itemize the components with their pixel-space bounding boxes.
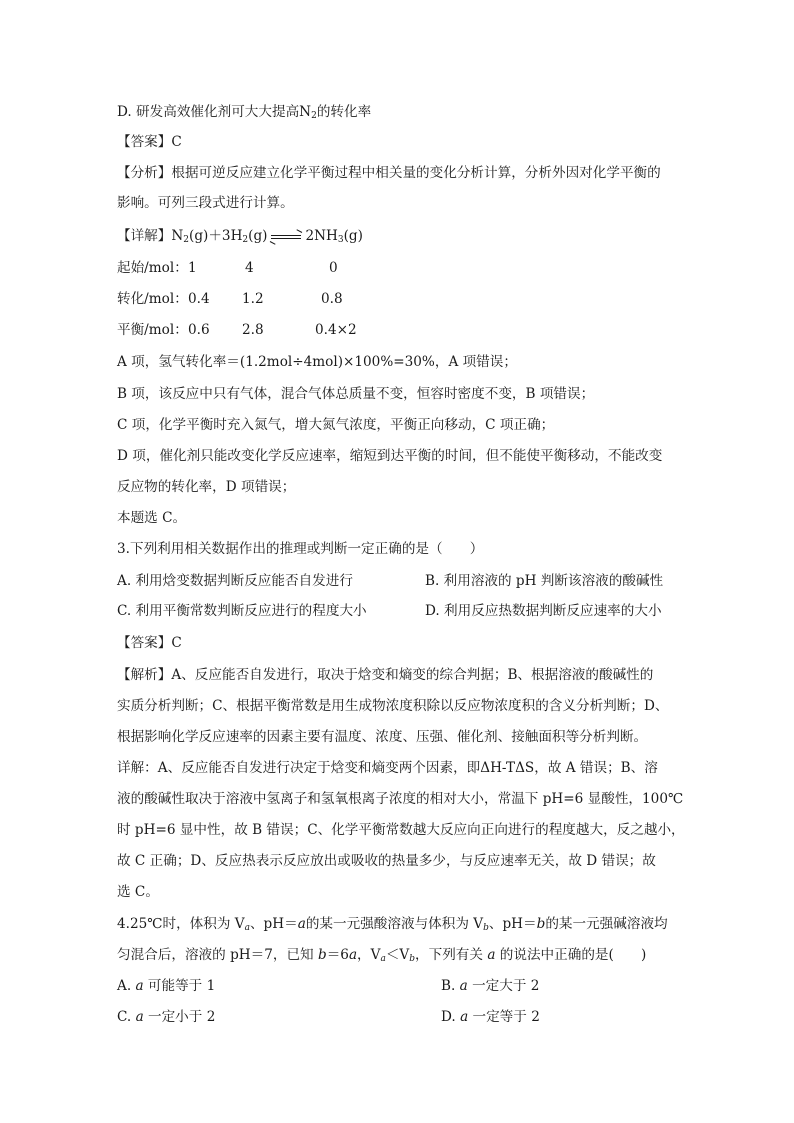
- q2-detail-c: C 项，化学平衡时充入氮气，增大氮气浓度，平衡正向移动，C 项正确；: [117, 417, 555, 433]
- q2-option-d: D. 研发高效催化剂可大大提高$N_2$的转化率: [117, 104, 372, 121]
- reversible-arrow-icon: [269, 232, 303, 242]
- q2-analysis-line-1: 【分析】根据可逆反应建立化学平衡过程中相关量的变化分析计算，分析外因对化学平衡的: [117, 165, 661, 181]
- q3-stem: 3.下列利用相关数据作出的推理或判断一定正确的是（ ）: [117, 541, 484, 557]
- q2-detail-d-1: D 项，催化剂只能改变化学反应速率，缩短到达平衡的时间，但不能使平衡移动，不能改变: [117, 448, 663, 464]
- q4-option-c: C. a 一定小于 2: [117, 1009, 216, 1025]
- q3-jiexi-line-2: 实质分析判断；C、根据平衡常数是用生成物浓度积除以反应物浓度积的含义分析判断；D、: [117, 698, 669, 714]
- q2-detail-d-2: 反应物的转化率，D 项错误；: [117, 479, 296, 495]
- q3-detail-line-5: 选 C。: [117, 884, 159, 900]
- q2-detail-a: A 项，氢气转化率＝(1.2mol÷4mol)×100%=30%，A 项错误；: [117, 354, 517, 370]
- q4-option-d: D. a 一定等于 2: [441, 1009, 540, 1025]
- q2-detail-b: B 项，该反应中只有气体，混合气体总质量不变，恒容时密度不变，B 项错误；: [117, 386, 595, 402]
- q2-row-change: 转化/mol： 0.4 1.2 0.8: [117, 291, 343, 307]
- q3-option-c: C. 利用平衡常数判断反应进行的程度大小: [117, 603, 367, 619]
- q2-row-initial: 起始/mol： 1 4 0: [117, 260, 338, 276]
- q2-answer: 【答案】C: [117, 134, 182, 150]
- q3-detail-line-1: 详解：A、反应能否自发进行决定于焓变和熵变两个因素，即ΔH-TΔS，故 A 错误；B、溶: [117, 760, 658, 776]
- q4-option-a: A. a 可能等于 1: [117, 978, 216, 994]
- q3-jiexi-line-3: 根据影响化学反应速率的因素主要有温度、浓度、压强、催化剂、接触面积等分析判断。: [117, 729, 648, 745]
- q3-detail-line-2: 液的酸碱性取决于溶液中氢离子和氢氧根离子浓度的相对大小，常温下 pH=6 显酸性，100℃: [117, 791, 684, 807]
- q3-answer: 【答案】C: [117, 635, 182, 651]
- q4-option-b: B. a 一定大于 2: [441, 978, 540, 994]
- q2-conclusion: 本题选 C。: [117, 510, 187, 526]
- q4-stem-line-1: 4.25℃时，体积为 $V_a$、pH＝a的某一元强酸溶液与体积为 $V_b$、pH＝b的某一元强碱溶液均: [117, 916, 668, 933]
- q3-option-d: D. 利用反应热数据判断反应速率的大小: [425, 603, 662, 619]
- q2-analysis-line-2: 影响。可列三段式进行计算。: [117, 195, 294, 211]
- q3-detail-line-3: 时 pH=6 显中性，故 B 错误；C、化学平衡常数越大反应向正向进行的程度越大，反之越小，: [117, 822, 685, 838]
- q2-row-equilibrium: 平衡/mol： 0.6 2.8 0.4×2: [117, 322, 357, 338]
- q4-stem-line-2: 匀混合后，溶液的 pH＝7，已知 b＝6a，$V_a<V_b$，下列有关 a 的说法中正确的是( ): [117, 947, 647, 964]
- q3-detail-line-4: 故 C 正确；D、反应热表示反应放出或吸收的热量多少，与反应速率无关，故 D 错误；故: [117, 853, 656, 869]
- q3-option-b: B. 利用溶液的 pH 判断该溶液的酸碱性: [425, 573, 664, 589]
- q3-option-a: A. 利用焓变数据判断反应能否自发进行: [117, 573, 353, 589]
- q2-equation: 【详解】$N_2(g)+3H_2(g)$ $2NH_3(g)$: [117, 228, 363, 245]
- q3-jiexi-line-1: 【解析】A、反应能否自发进行，取决于焓变和熵变的综合判据；B、根据溶液的酸碱性的: [117, 667, 654, 683]
